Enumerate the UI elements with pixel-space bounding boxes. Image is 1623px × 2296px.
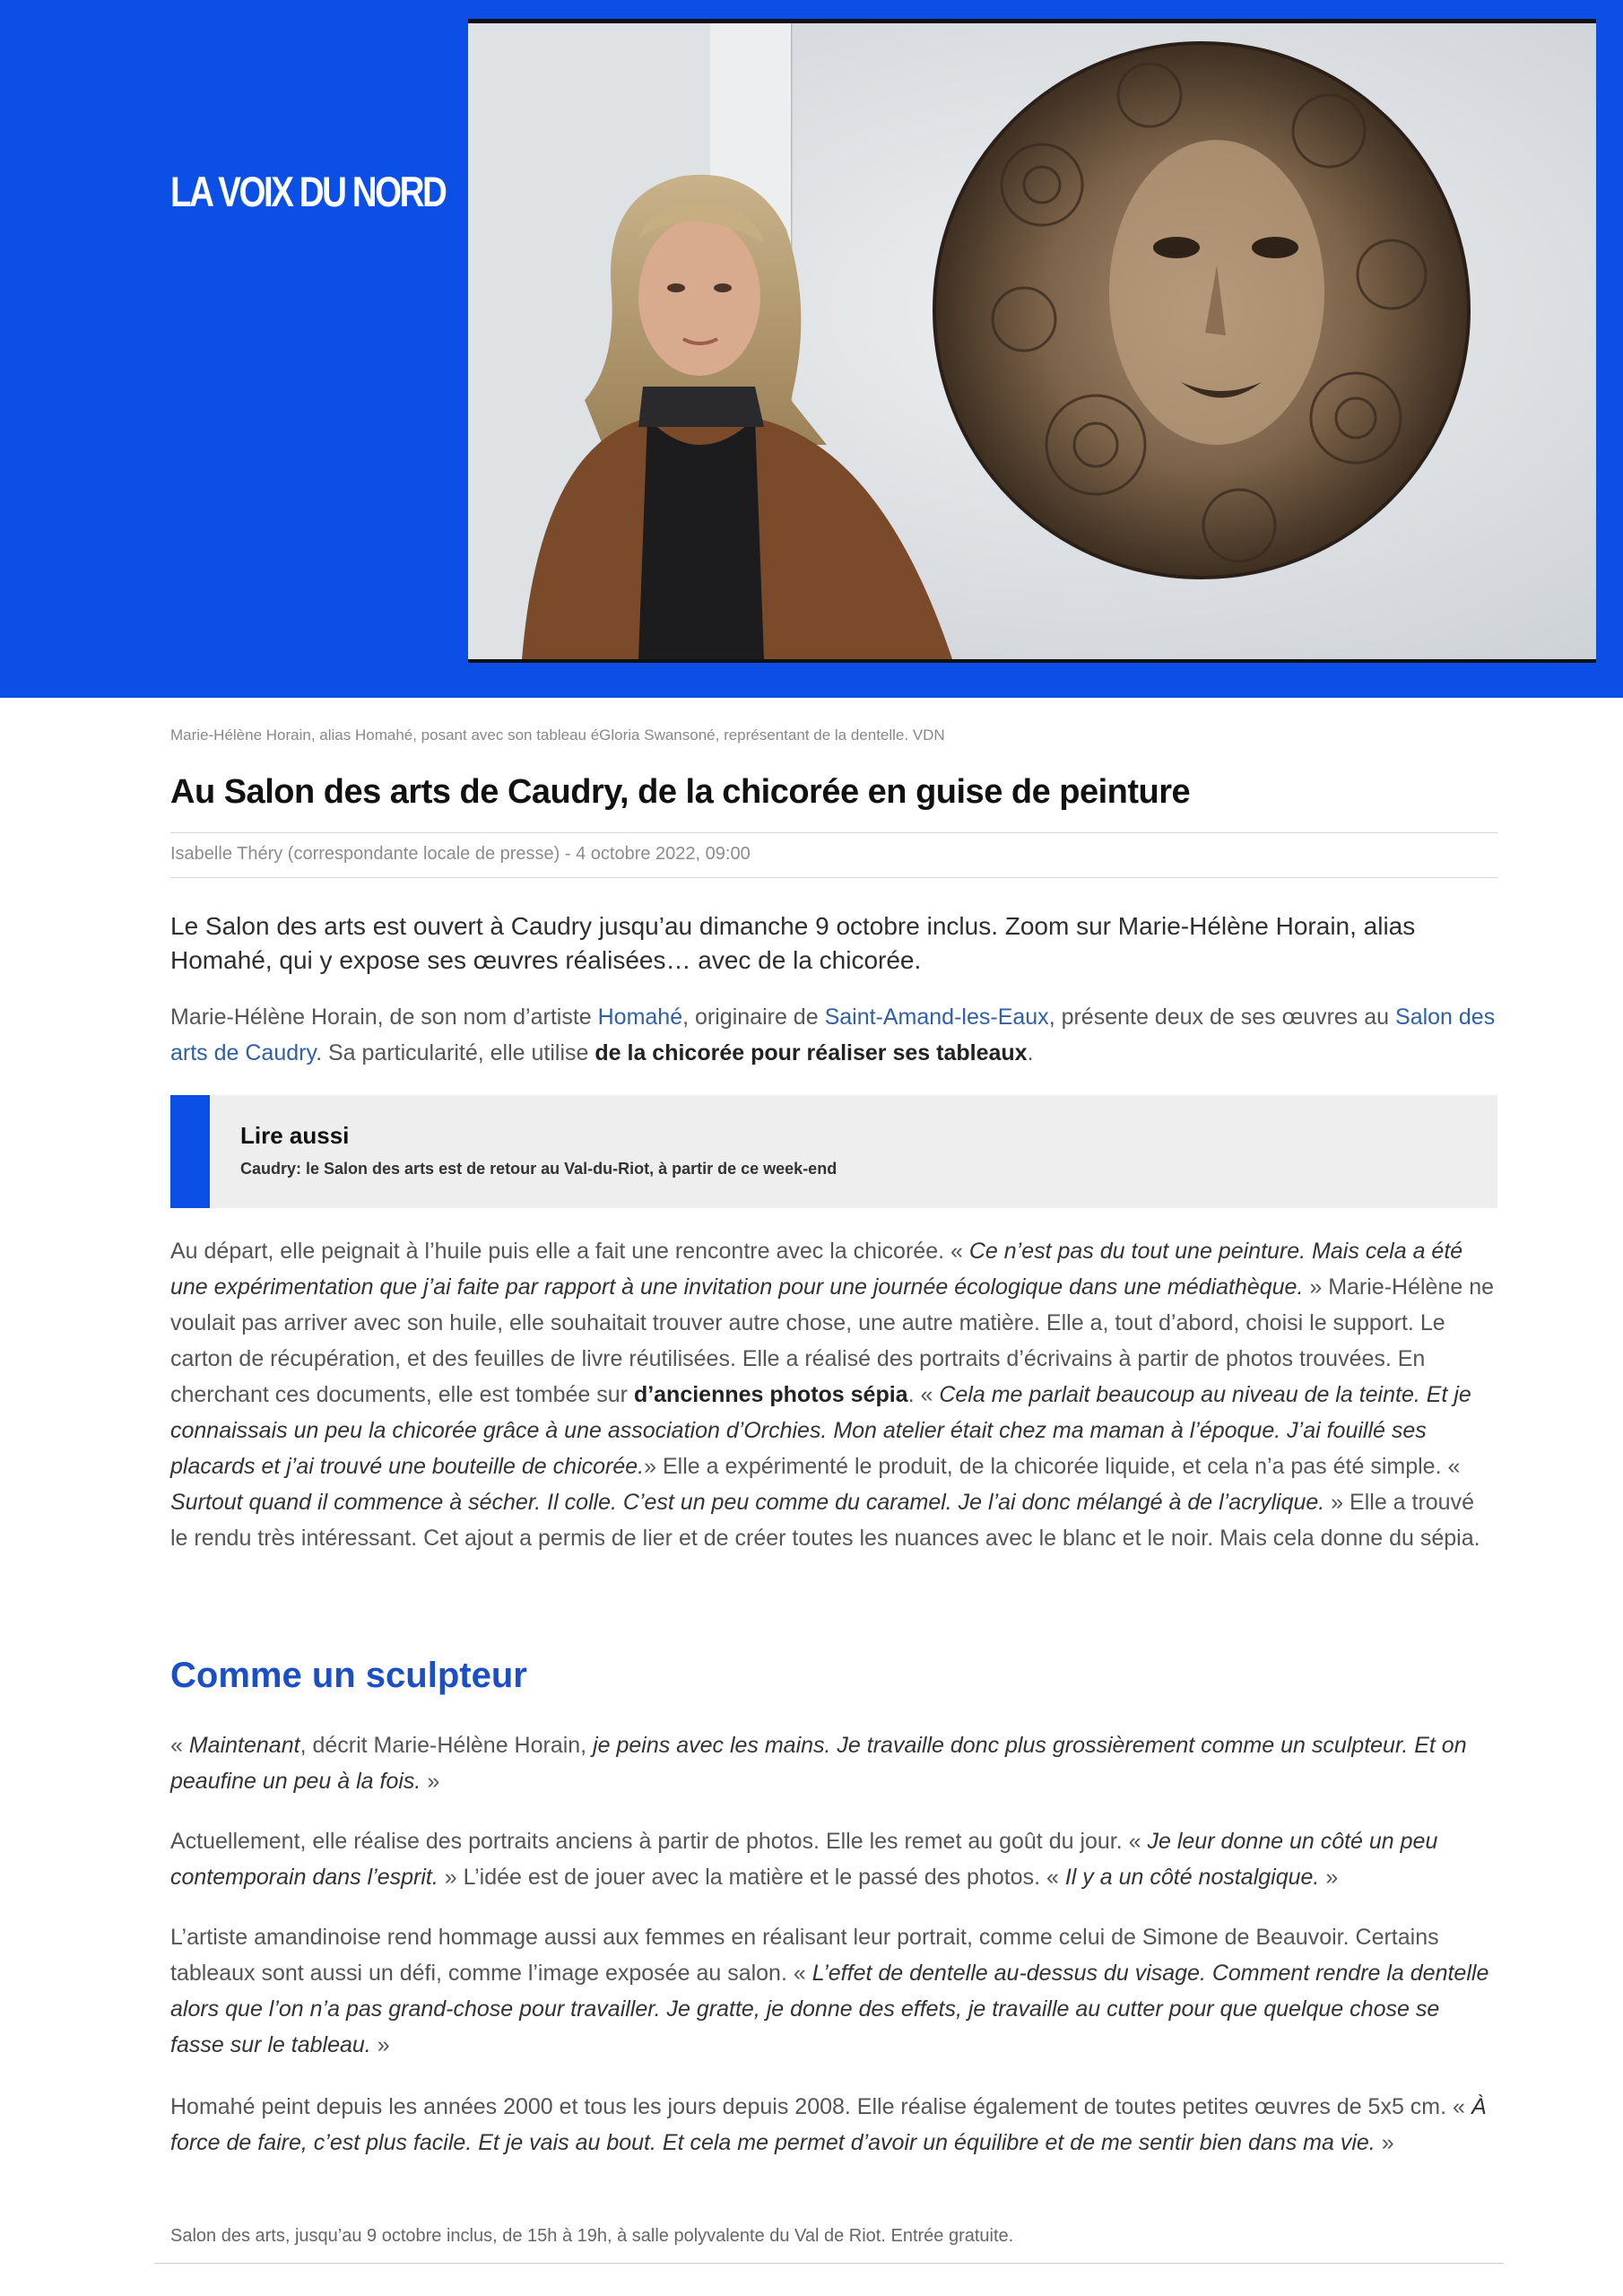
- link-salon-caudry[interactable]: Salon des arts de Caudry: [170, 1004, 1496, 1065]
- paragraph-portraits: Actuellement, elle réalise des portraits anciens à partir de photos. Elle les remet au goût du jour. « Je leur donne un côté un peu contemporain dans l’esprit. » L’idée est de jouer avec la matière et le passé des photos. « Il y a un côté nostalgique. »: [170, 1829, 1438, 1890]
- lire-aussi-title: Lire aussi: [240, 1122, 350, 1149]
- event-info: Salon des arts, jusqu’au 9 octobre inclus, de 15h à 19h, à salle polyvalente du Val de Riot. Entrée gratuite.: [170, 2226, 1014, 2246]
- article-title: Au Salon des arts de Caudry, de la chicorée en guise de peinture: [170, 773, 1191, 811]
- lire-aussi-box[interactable]: [170, 1095, 1497, 1208]
- paragraph-chicoree: Au départ, elle peignait à l’huile puis elle a fait une rencontre avec la chicorée. « Ce n’est pas du tout une peinture. Mais cela a été une expérimentation que j’ai faite par rapport à une invitation pour une journée écologique dans une médiathèque. » Marie-Hélène ne voulait pas arriver avec son huile, elle souhaitait trouver autre chose, une autre matière. Elle a, tout d’abord, choisi le support. Le carton de récupération, et des feuilles de livre réutilisées. Elle a réalisé des portraits d’écrivains à partir de photos trouvées. En cherchant ces documents, elle est tombée sur d’anciennes photos sépia. « Cela me parlait beaucoup au niveau de la teinte. Et je connaissais un peu la chicorée grâce à une association d’Orchies. Mon atelier était chez ma maman à l’époque. J’ai fouillé ses placards et j’ai trouvé une bouteille de chicorée.» Elle a expérimenté le produit, de la chicorée liquide, et cela n’a pas été simple. « Surtout quand il commence à sécher. Il colle. C’est un peu comme du caramel. Je l’ai donc mélangé à de l’acrylique. » Elle a trouvé le rendu très intéressant. Cet ajout a permis de lier et de créer toutes les nuances avec le blanc et le noir. Mais cela donne du sépia.: [170, 1239, 1495, 1551]
- title-divider: [170, 832, 1497, 833]
- logo-text: LA VOIX DU NORD: [170, 168, 446, 215]
- paragraph-homahe: Homahé peint depuis les années 2000 et tous les jours depuis 2008. Elle réalise également de toutes petites œuvres de 5x5 cm. « À force de faire, c’est plus facile. Et je vais au bout. Et cela me permet d’avoir un équilibre et de me sentir bien dans ma vie. »: [170, 2094, 1487, 2155]
- article-lede: Le Salon des arts est ouvert à Caudry jusqu’au dimanche 9 octobre inclus. Zoom sur Marie-Hélène Horain, alias Homahé, qui y expose ses œuvres réalisées… avec de la chicorée.: [170, 912, 1416, 974]
- lire-aussi-accent-bar: [170, 1095, 210, 1208]
- article-photo: [468, 19, 1596, 663]
- paragraph-intro: Marie-Hélène Horain, de son nom d’artiste Homahé, originaire de Saint-Amand-les-Eaux, présente deux de ses œuvres au Salon des arts de Caudry. Sa particularité, elle utilise de la chicorée pour réaliser ses tableaux.: [170, 1004, 1496, 1065]
- round-painting: [934, 43, 1469, 578]
- link-homahe[interactable]: Homahé: [597, 1004, 683, 1030]
- article-byline: Isabelle Théry (correspondante locale de presse) - 4 octobre 2022, 09:00: [170, 844, 751, 864]
- paragraph-sculpteur: « Maintenant, décrit Marie-Hélène Horain, je peins avec les mains. Je travaille donc plus grossièrement comme un sculpteur. Et on peaufine un peu à la fois. »: [170, 1733, 1467, 1794]
- link-saint-amand[interactable]: Saint-Amand-les-Eaux: [824, 1004, 1049, 1030]
- byline-divider: [170, 877, 1497, 878]
- section-subtitle: Comme un sculpteur: [170, 1656, 527, 1695]
- photo-caption: Marie-Hélène Horain, alias Homahé, posant avec son tableau éGloria Swansoné, représentant de la dentelle. VDN: [170, 726, 945, 744]
- paragraph-hommage: L’artiste amandinoise rend hommage aussi aux femmes en réalisant leur portrait, comme celui de Simone de Beauvoir. Certains tableaux sont aussi un défi, comme l’image exposée au salon. « L’effet de dentelle au-dessus du visage. Comment rendre la dentelle alors que l’on n’a pas grand-chose pour travailler. Je gratte, je donne des effets, je travaille au cutter pour que quelque chose se fasse sur le tableau. »: [170, 1925, 1489, 2057]
- footer-divider: [154, 2263, 1504, 2264]
- photo-illustration: [468, 23, 1596, 659]
- hero-banner: [0, 0, 1623, 698]
- lire-aussi-link[interactable]: Caudry: le Salon des arts est de retour au Val-du-Riot, à partir de ce week-end: [240, 1160, 838, 1178]
